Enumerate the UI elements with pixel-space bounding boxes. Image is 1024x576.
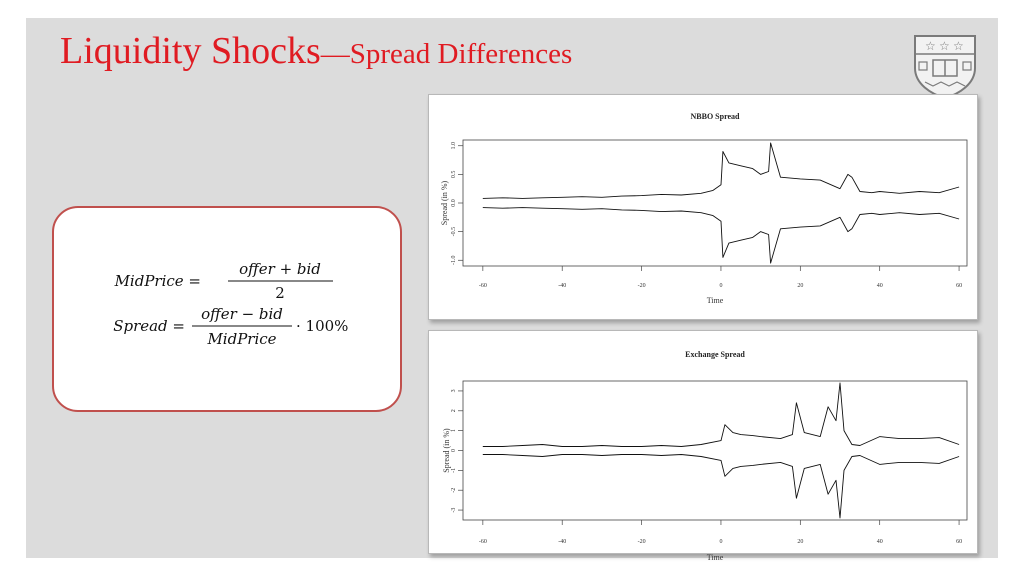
x-tick-label: -60 <box>478 539 487 545</box>
midprice-denominator: 2 <box>275 284 285 302</box>
y-tick-label: 0 <box>451 449 457 452</box>
spread-numerator: offer − bid <box>201 305 283 323</box>
y-tick-label: 3 <box>451 389 457 393</box>
x-tick-label: 60 <box>956 539 963 545</box>
formula-box <box>52 206 402 412</box>
x-tick-label: 20 <box>797 283 804 289</box>
y-tick-label: -1 <box>451 467 457 473</box>
x-tick-label: -40 <box>558 283 567 289</box>
y-tick-label: 1.0 <box>451 141 457 150</box>
x-axis-label: Time <box>706 553 724 562</box>
y-tick-label: -0.5 <box>451 226 457 237</box>
series-line-upper <box>483 143 959 199</box>
y-tick-label: -2 <box>451 487 457 493</box>
slide-title <box>60 32 572 70</box>
x-tick-label: 0 <box>719 283 723 289</box>
x-tick-label: 0 <box>719 539 723 545</box>
y-tick-label: 2 <box>451 409 457 413</box>
spread-tail: · 100% <box>296 317 349 335</box>
university-crest-icon <box>911 32 979 100</box>
svg-text:☆: ☆ <box>953 39 964 53</box>
x-tick-label: -20 <box>637 283 646 289</box>
x-tick-label: -20 <box>637 539 646 545</box>
spread-lhs: Spread = <box>113 317 185 335</box>
x-tick-label: 40 <box>876 539 883 545</box>
exchange-spread-chart-panel <box>428 330 978 562</box>
y-axis-label: Spread (in %) <box>442 428 451 473</box>
nbbo-spread-chart-panel <box>428 94 978 320</box>
y-tick-label: 0.5 <box>451 170 457 179</box>
x-tick-label: 60 <box>956 283 963 289</box>
y-tick-label: 0.0 <box>451 199 457 207</box>
x-tick-label: 20 <box>797 539 804 545</box>
svg-text:☆: ☆ <box>939 39 950 53</box>
title-sub: —Spread Differences <box>320 38 573 70</box>
exchange-spread-chart <box>429 331 977 562</box>
title-main: Liquidity Shocks <box>60 30 321 72</box>
series-line-upper <box>483 383 959 447</box>
svg-text:☆: ☆ <box>925 39 936 53</box>
x-axis-label: Time <box>706 296 724 305</box>
slide-background <box>26 18 998 562</box>
chart-title: Exchange Spread <box>685 350 745 359</box>
x-tick-label: 40 <box>876 283 883 289</box>
series-line-lower <box>483 455 959 519</box>
y-tick-label: 1 <box>451 429 457 433</box>
series-line-lower <box>483 208 959 264</box>
plot-frame <box>463 140 967 266</box>
midprice-numerator: offer + bid <box>239 260 321 278</box>
y-axis-label: Spread (in %) <box>440 180 449 226</box>
y-tick-label: -3 <box>451 507 457 513</box>
midprice-lhs: MidPrice = <box>114 272 201 290</box>
y-tick-label: -1.0 <box>451 255 457 266</box>
spread-denominator: MidPrice <box>207 330 277 348</box>
chart-title: NBBO Spread <box>690 112 740 121</box>
x-tick-label: -60 <box>478 283 487 289</box>
nbbo-spread-chart <box>429 95 977 319</box>
plot-frame <box>463 381 967 520</box>
x-tick-label: -40 <box>558 539 567 545</box>
formula-svg <box>54 208 400 410</box>
